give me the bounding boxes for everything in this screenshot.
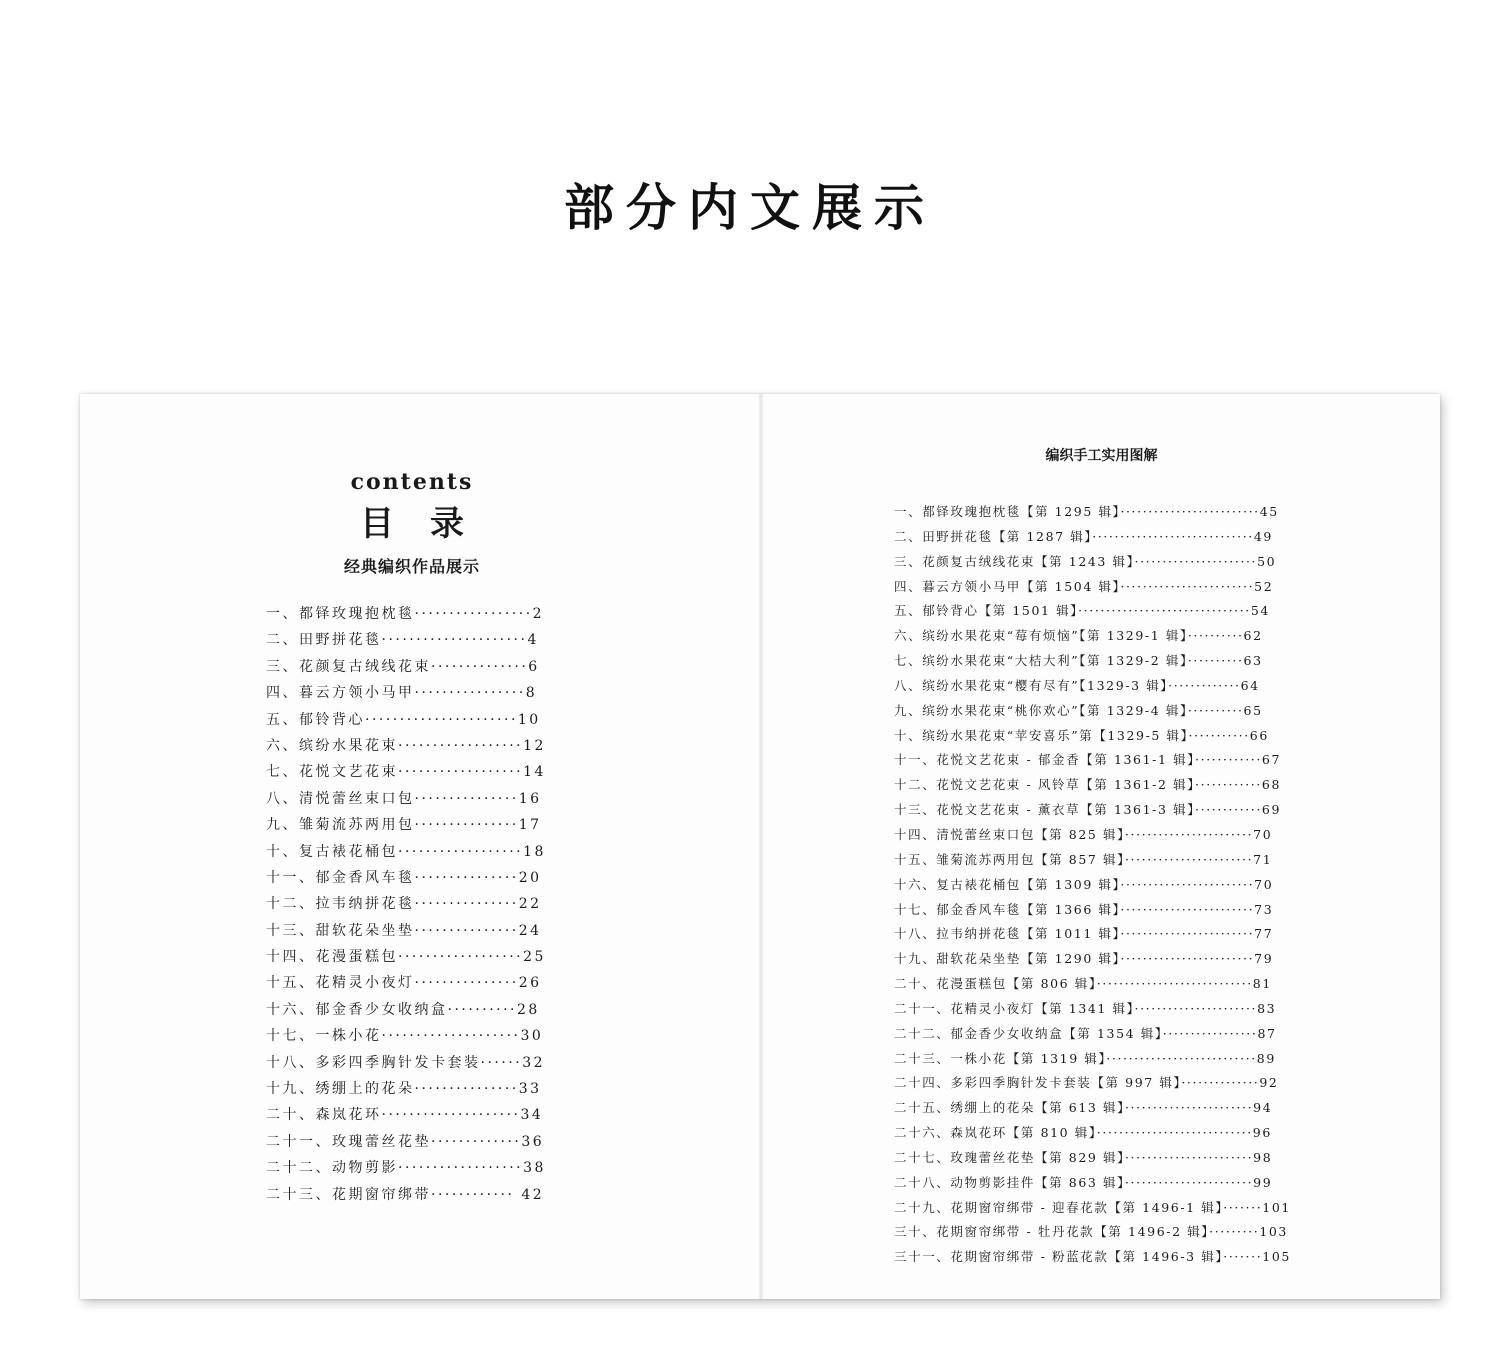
toc-entry: 九、雏菊流苏两用包···············17: [266, 817, 542, 834]
toc-entry: 十七、郁金香风车毯【第 1366 辑】························73: [894, 901, 1274, 917]
toc-entry: 十九、绣绷上的花朵···············33: [266, 1081, 542, 1098]
toc-entry: 二十三、花期窗帘绑带············ 42: [266, 1186, 545, 1203]
toc-entry: 五、郁铃背心······················10: [266, 711, 541, 728]
toc-entry: 二十四、多彩四季胸针发卡套装【第 997 辑】··············92: [894, 1075, 1279, 1091]
toc-entry: 十七、一株小花····················30: [266, 1028, 544, 1045]
toc-entry: 十、复古裱花桶包··················18: [266, 843, 546, 860]
toc-entry: 一、都铎玫瑰抱枕毯【第 1295 辑】·························45: [894, 504, 1279, 519]
right-page-title: 编织手工实用图解: [1045, 448, 1158, 464]
toc-entry: 七、花悦文艺花束··················14: [266, 764, 546, 781]
toc-entry: 二十五、绣绷上的花朵【第 613 辑】·······················94: [894, 1100, 1273, 1116]
toc-entry: 十四、清悦蕾丝束口包【第 825 辑】·······················70: [894, 826, 1273, 842]
toc-entry: 二十八、动物剪影挂件【第 863 辑】·······················99: [894, 1174, 1273, 1190]
toc-entry: 二十一、花精灵小夜灯【第 1341 辑】······················83: [894, 1000, 1277, 1016]
toc-entry: 八、清悦蕾丝束口包···············16: [266, 790, 542, 807]
toc-entry: 二十二、郁金香少女收纳盒【第 1354 辑】·················87: [894, 1025, 1277, 1041]
toc-entry: 三十、花期窗帘绑带 - 牡丹花款【第 1496-2 辑】·········103: [894, 1224, 1288, 1240]
toc-entry: 三、花颜复古绒线花束··············6: [266, 658, 540, 675]
toc-entry: 十九、甜软花朵坐垫【第 1290 辑】························79: [894, 951, 1274, 967]
page-heading: 部分内文展示: [564, 178, 936, 237]
left-toc-list: [266, 601, 546, 1208]
right-page: [763, 394, 1440, 1299]
toc-entry: 三、花颜复古绒线花束【第 1243 辑】······················50: [894, 553, 1277, 569]
right-toc-list: [894, 500, 1291, 1270]
toc-entry: 五、郁铃背心【第 1501 辑】·······························54: [894, 603, 1270, 619]
left-page-subtitle: 经典编织作品展示: [343, 557, 480, 576]
toc-entry: 十、缤纷水果花束“苹安喜乐”第【1329-5 辑】···········66: [894, 727, 1269, 743]
toc-entry: 十一、郁金香风车毯···············20: [266, 869, 542, 886]
toc-entry: 七、缤纷水果花束“大桔大利”【第 1329-2 辑】··········63: [894, 653, 1263, 669]
toc-entry: 十八、拉韦纳拼花毯【第 1011 辑】························77: [894, 926, 1274, 942]
toc-entry: 十二、花悦文艺花束 - 风铃草【第 1361-2 辑】············68: [894, 777, 1282, 793]
toc-entry: 二十、花漫蛋糕包【第 806 辑】····························81: [894, 976, 1272, 992]
toc-entry: 十三、花悦文艺花束 - 薰衣草【第 1361-3 辑】············69: [894, 802, 1282, 818]
toc-entry: 十一、花悦文艺花束 - 郁金香【第 1361-1 辑】············67: [894, 752, 1282, 768]
toc-entry: 十五、花精灵小夜灯···············26: [266, 975, 542, 992]
toc-entry: 八、缤纷水果花束“樱有尽有”【1329-3 辑】·············64: [894, 677, 1260, 693]
contents-english-heading: contents: [350, 469, 474, 495]
toc-entry: 十八、多彩四季胸针发卡套装······32: [266, 1054, 546, 1071]
toc-entry: 一、都铎玫瑰抱枕毯·················2: [266, 606, 545, 622]
toc-entry: 十六、复古裱花桶包【第 1309 辑】························70: [894, 876, 1274, 892]
toc-entry: 二十二、动物剪影··················38: [266, 1160, 546, 1177]
left-page: [80, 394, 760, 1299]
toc-entry: 二十九、花期窗帘绑带 - 迎春花款【第 1496-1 辑】·······101: [894, 1199, 1291, 1215]
toc-entry: 二、田野拼花毯【第 1287 辑】·····························49: [894, 528, 1273, 544]
toc-entry: 九、缤纷水果花束“桃你欢心”【第 1329-4 辑】··········65: [894, 702, 1263, 718]
toc-entry: 十六、郁金香少女收纳盒··········28: [266, 1001, 540, 1018]
toc-entry: 二十一、玫瑰蕾丝花垫·············36: [266, 1133, 545, 1150]
toc-entry: 四、暮云方领小马甲【第 1504 辑】························52: [894, 578, 1274, 594]
toc-entry: 六、缤纷水果花束··················12: [266, 737, 546, 754]
toc-entry: 二十六、森岚花环【第 810 辑】····························96: [894, 1125, 1272, 1141]
book-spread: [80, 394, 1440, 1299]
toc-entry: 四、暮云方领小马甲················8: [266, 685, 538, 702]
toc-entry: 二、田野拼花毯·····················4: [266, 632, 539, 649]
toc-entry: 二十七、玫瑰蕾丝花垫【第 829 辑】·······················98: [894, 1149, 1273, 1165]
toc-entry: 十三、甜软花朵坐垫···············24: [266, 922, 542, 939]
toc-entry: 十五、雏菊流苏两用包【第 857 辑】·······················71: [894, 851, 1273, 867]
toc-entry: 三十一、花期窗帘绑带 - 粉蓝花款【第 1496-3 辑】·······105: [894, 1249, 1291, 1265]
toc-entry: 六、缤纷水果花束“莓有烦恼”【第 1329-1 辑】··········62: [894, 628, 1263, 644]
toc-entry: 十二、拉韦纳拼花毯···············22: [266, 896, 542, 913]
toc-entry: 十四、花漫蛋糕包··················25: [266, 949, 546, 966]
toc-entry: 二十三、一株小花【第 1319 辑】···························89: [894, 1050, 1276, 1066]
toc-entry: 二十、森岚花环····················34: [266, 1107, 544, 1124]
contents-chinese-heading: 目录: [360, 504, 500, 544]
